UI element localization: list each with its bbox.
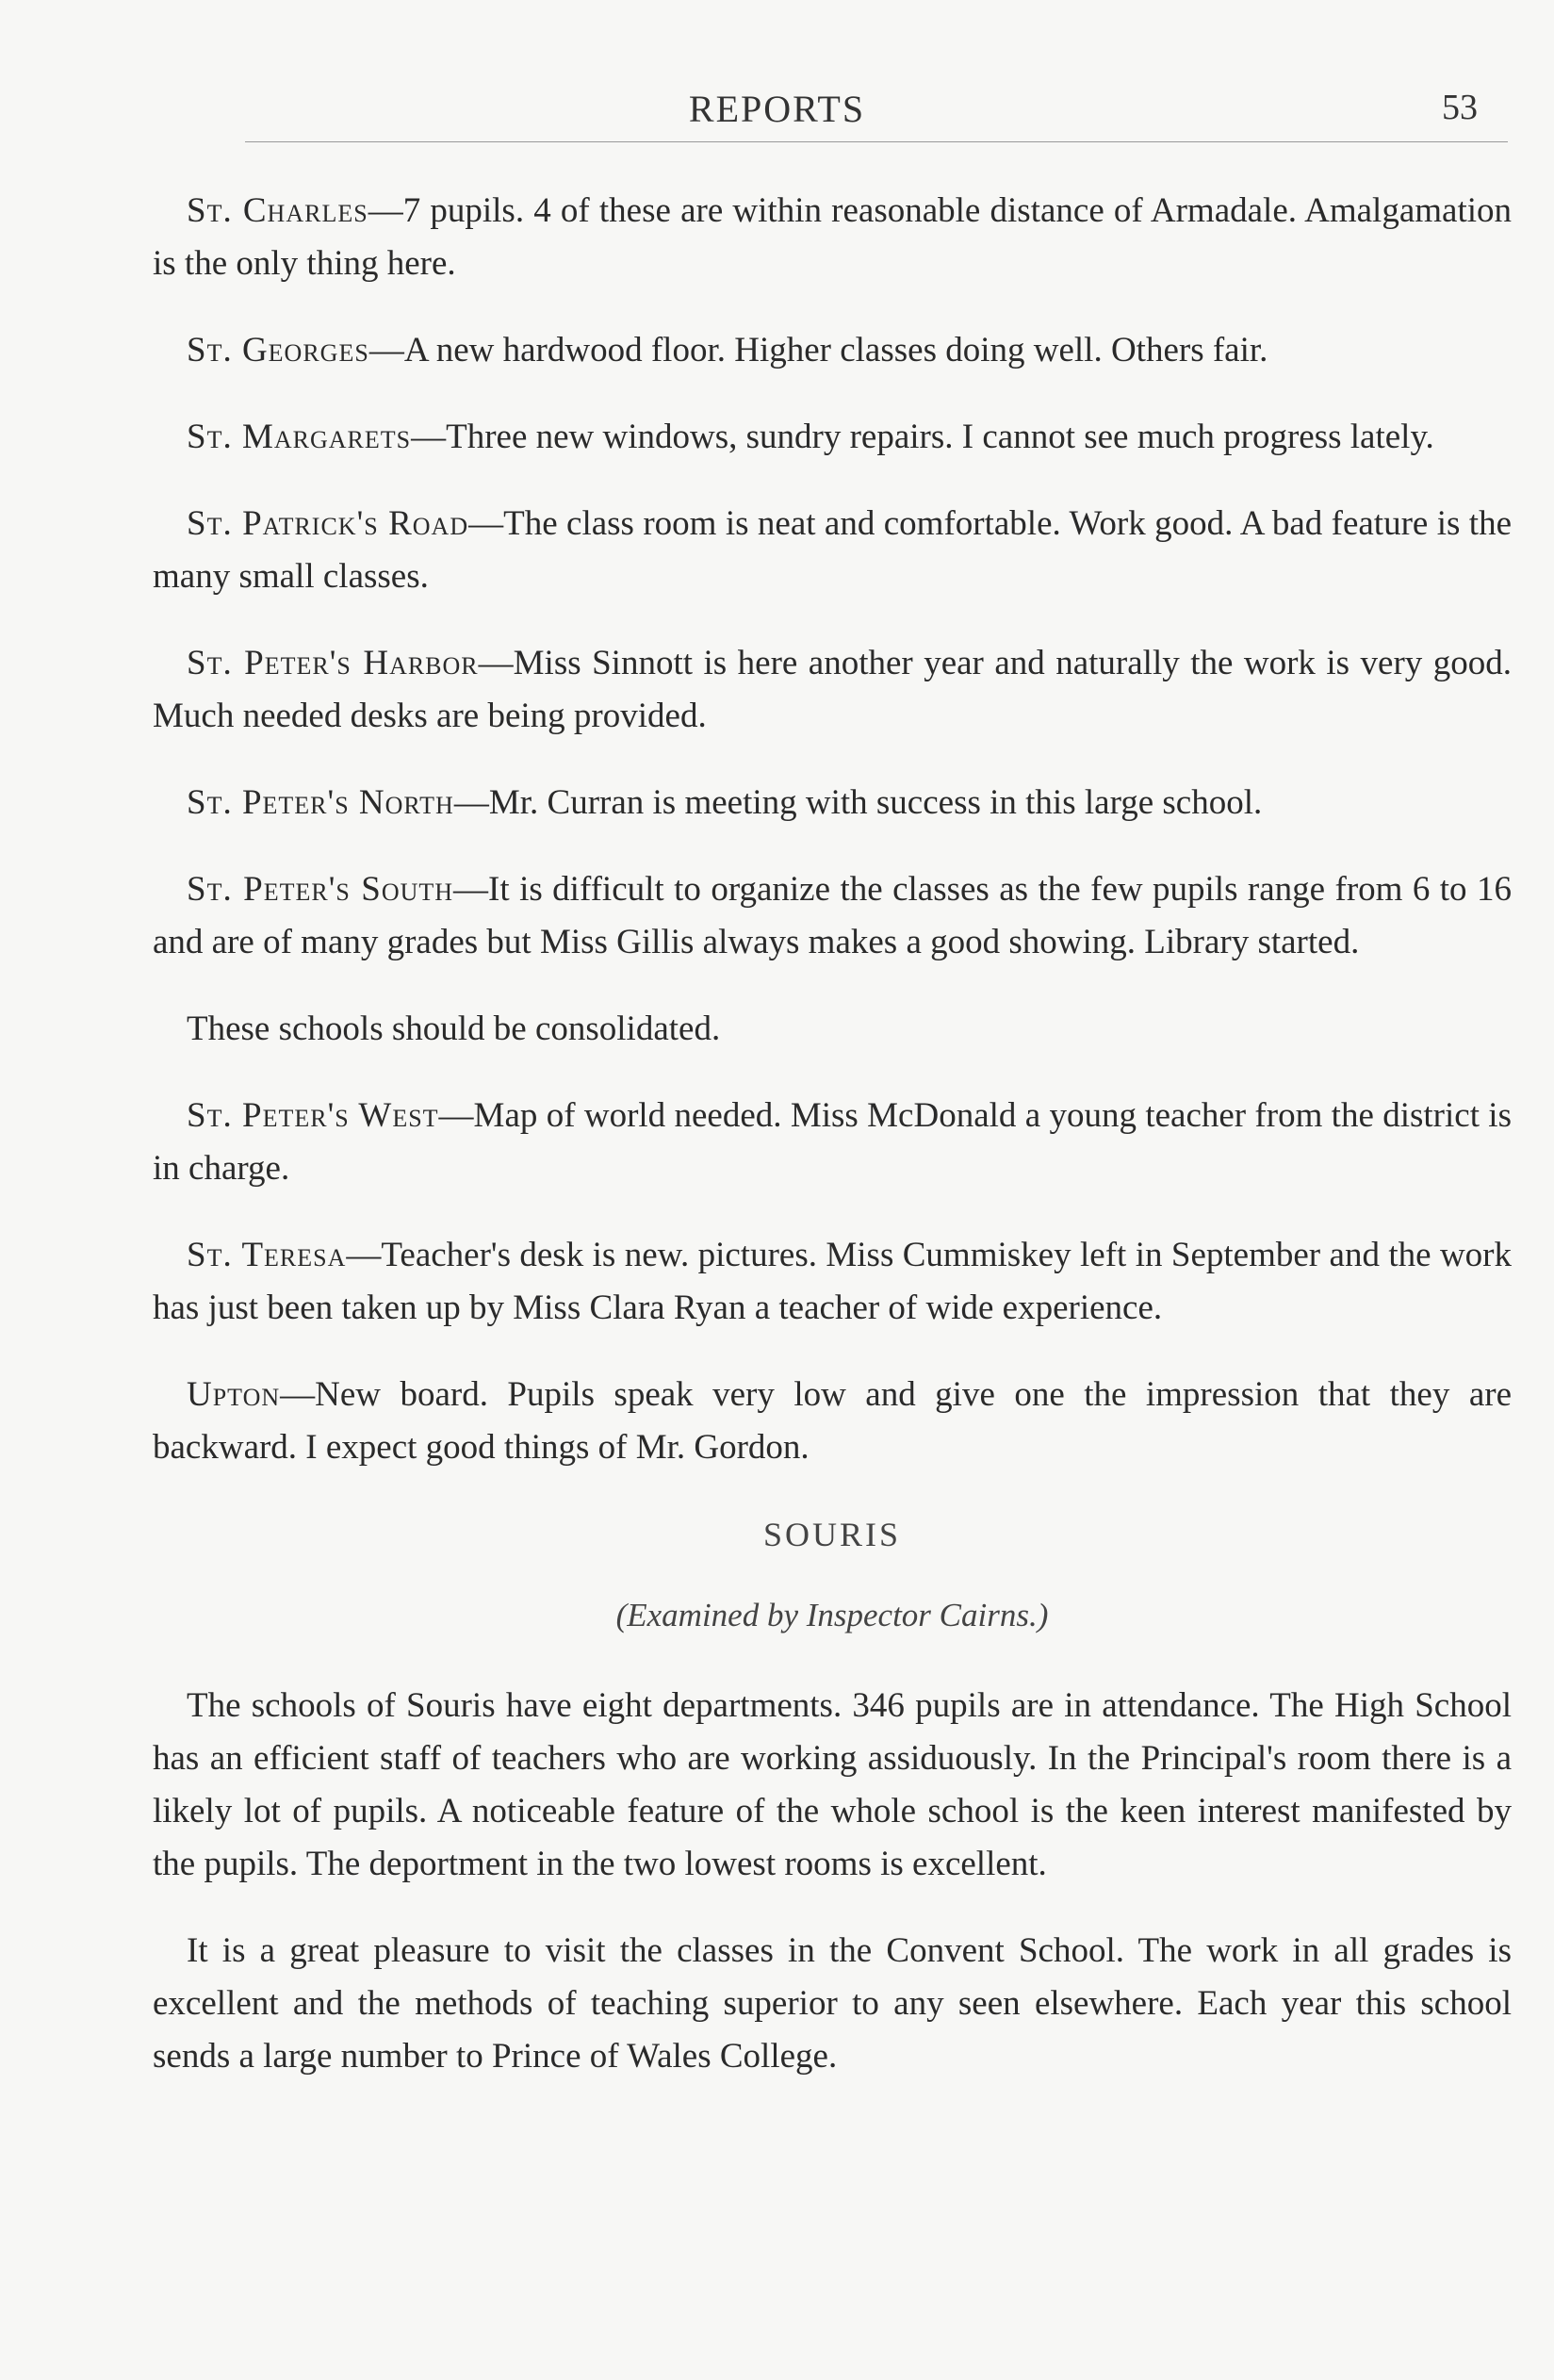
page-number: 53: [1442, 88, 1478, 127]
running-title: REPORTS: [688, 88, 866, 130]
section-subtitle: (Examined by Inspector Cairns.): [615, 1597, 1049, 1633]
entry-st-peters-harbor: [153, 637, 1512, 743]
entry-st-teresa: [153, 1229, 1512, 1335]
entry-name: St. Peter's Harbor: [187, 644, 479, 682]
entry-text: —New board. Pupils speak very low and give one the impression that they are backward. I expect good things of Mr. Gordon.: [153, 1375, 1512, 1467]
entry-text: —It is difficult to organize the classes as the few pupils range from 6 to 16 and are of many grades but Miss Gillis always makes a good showing. Library started.: [153, 870, 1512, 961]
header-rule: [245, 141, 1508, 142]
entry-st-charles: [153, 185, 1512, 290]
entry-text: —The class room is neat and comfortable. Work good. A bad feature is the many small classes.: [153, 504, 1512, 596]
consolidation-note: These schools should be consolidated.: [187, 1009, 721, 1048]
entry-text: —Mr. Curran is meeting with success in this large school.: [453, 783, 1263, 822]
entry-name: St. Margarets: [187, 418, 412, 456]
section-title: SOURIS: [762, 1516, 902, 1553]
souris-paragraph: The schools of Souris have eight departments. 346 pupils are in attendance. The High School has an efficient staff of teachers who are working assiduously. In the Principal's room there is a likely lot of pupils. A noticeable feature of the whole school is the keen interest manifested by the pupils. The deportment in the two lowest rooms is excellent.: [153, 1686, 1512, 1883]
entry-text: —Map of world needed. Miss McDonald a young teacher from the district is in charge.: [153, 1096, 1512, 1188]
entry-text: —A new hardwood floor. Higher classes doing well. Others fair.: [368, 331, 1268, 369]
entry-name: St. Charles: [187, 191, 368, 230]
entry-name: St. Georges: [187, 331, 369, 369]
entry-st-peters-north: [153, 777, 1512, 829]
entry-name: St. Teresa: [187, 1236, 347, 1274]
entry-upton: [153, 1369, 1512, 1474]
entry-text: —Three new windows, sundry repairs. I cannot see much progress lately.: [411, 418, 1434, 456]
entry-st-georges: [153, 324, 1512, 377]
entry-name: Upton: [187, 1375, 281, 1414]
souris-paragraph: It is a great pleasure to visit the classes in the Convent School. The work in all grades is excellent and the methods of teaching superior to any seen elsewhere. Each year this school sends a large number to Prince of Wales College.: [153, 1931, 1512, 2076]
entry-name: St. Peter's South: [187, 870, 454, 909]
body-text: [153, 185, 1512, 2117]
entry-st-margarets: [153, 411, 1512, 464]
entry-st-peters-west: [153, 1090, 1512, 1195]
entry-st-peters-south: [153, 863, 1512, 969]
entry-text: —7 pupils. 4 of these are within reasonable distance of Armadale. Amalgamation is the only thing here.: [153, 191, 1513, 283]
entry-name: St. Patrick's Road: [187, 504, 469, 543]
entry-name: St. Peter's North: [187, 783, 454, 822]
entry-text: —Miss Sinnott is here another year and naturally the work is very good. Much needed desks are being provided.: [153, 644, 1513, 735]
entry-text: —Teacher's desk is new. pictures. Miss Cummiskey left in September and the work has just been taken up by Miss Clara Ryan a teacher of wide experience.: [153, 1236, 1512, 1327]
entry-st-patricks-road: [153, 498, 1512, 603]
entry-name: St. Peter's West: [187, 1096, 439, 1135]
